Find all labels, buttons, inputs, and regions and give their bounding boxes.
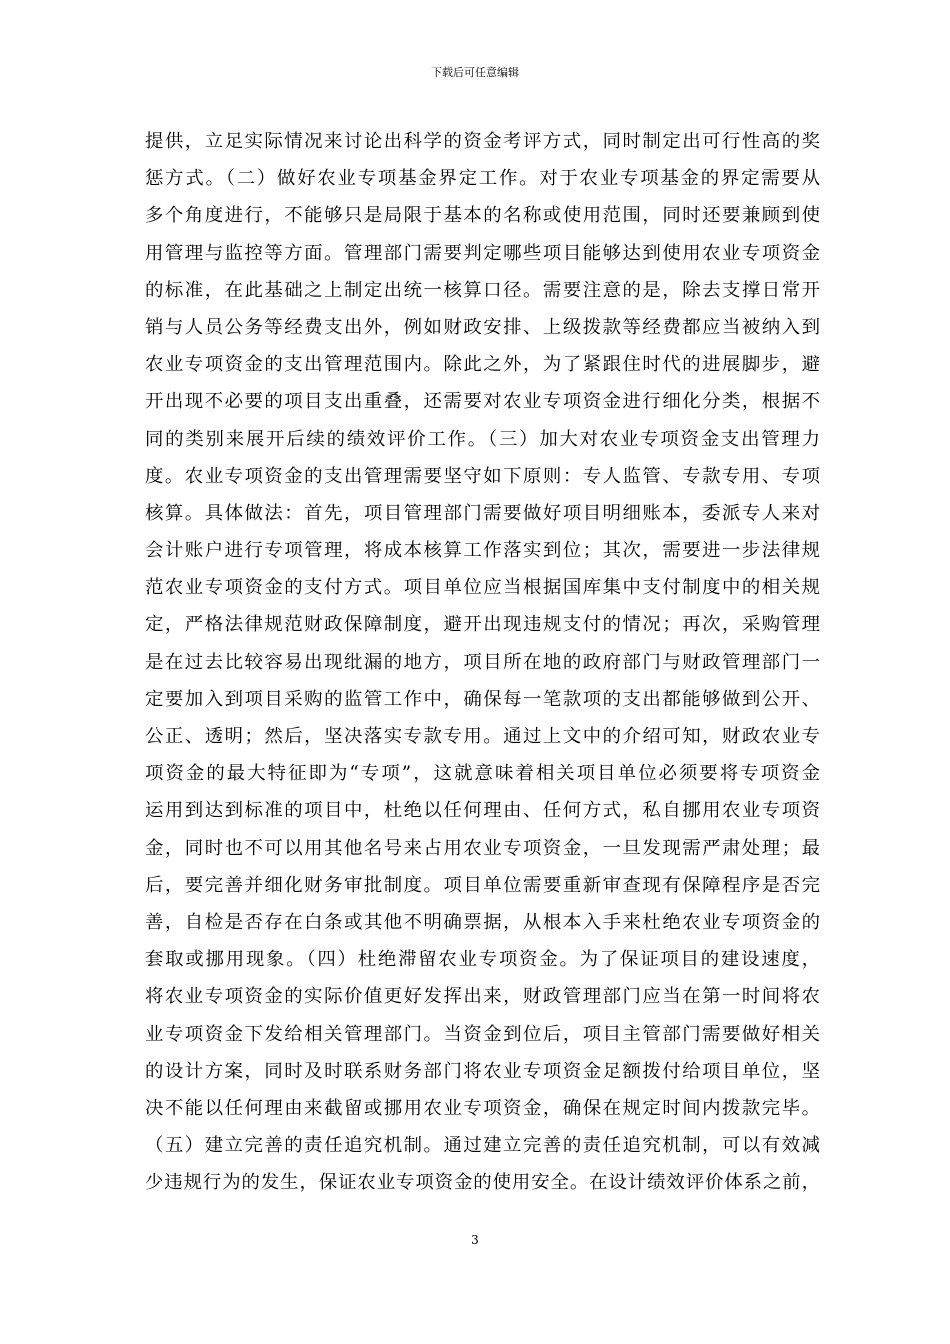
body-line: 提供，立足实际情况来讨论出科学的资金考评方式，同时制定出可行性高的奖 <box>145 131 820 152</box>
body-line: 善，自检是否存在白条或其他不明确票据，从根本入手来杜绝农业专项资金的 <box>145 911 820 933</box>
body-line: 会计账户进行专项管理，将成本核算工作落实到位；其次，需要进一步法律规 <box>145 540 820 562</box>
body-line: 将农业专项资金的实际价值更好发挥出来，财政管理部门应当在第一时间将农 <box>145 986 820 1008</box>
body-line: 用管理与监控等方面。管理部门需要判定哪些项目能够达到使用农业专项资金 <box>145 242 820 264</box>
body-line: 的标准，在此基础之上制定出统一核算口径。需要注意的是，除去支撑日常开 <box>145 279 820 301</box>
body-line: 公正、透明；然后，坚决落实专款专用。通过上文中的介绍可知，财政农业专 <box>145 726 820 747</box>
body-line: 核算。具体做法：首先，项目管理部门需要做好项目明细账本，委派专人来对 <box>145 502 820 524</box>
body-line: 定要加入到项目采购的监管工作中，确保每一笔款项的支出都能够做到公开、 <box>145 688 820 710</box>
body-line: 范农业专项资金的支付方式。项目单位应当根据国库集中支付制度中的相关规 <box>145 577 820 599</box>
body-line: 金，同时也不可以用其他名号来占用农业专项资金，一旦发现需严肃处理；最 <box>145 837 820 859</box>
body-line: 决不能以任何理由来截留或挪用农业专项资金，确保在规定时间内拨款完毕。 <box>145 1097 820 1119</box>
body-line: 套取或挪用现象。（四）杜绝滞留农业专项资金。为了保证项目的建设速度， <box>145 949 820 971</box>
body-line: 多个角度进行，不能够只是局限于基本的名称或使用范围，同时还要兼顾到使 <box>145 205 820 227</box>
body-line: 开出现不必要的项目支出重叠，还需要对农业专项资金进行细化分类，根据不 <box>145 391 820 413</box>
body-line: （五）建立完善的责任追究机制。通过建立完善的责任追究机制，可以有效减 <box>145 1135 820 1157</box>
body-line: 业专项资金下发给相关管理部门。当资金到位后，项目主管部门需要做好相关 <box>145 1023 820 1045</box>
page-number: 3 <box>471 1233 479 1247</box>
body-line: 度。农业专项资金的支出管理需要坚守如下原则：专人监管、专款专用、专项 <box>145 465 820 487</box>
page-header: 下载后可任意编辑 <box>431 66 519 79</box>
body-line: 定，严格法律规范财政保障制度，避开出现违规支付的情况；再次，采购管理 <box>145 614 820 636</box>
body-line: 项资金的最大特征即为“专项”，这就意味着相关项目单位必须要将专项资金 <box>145 763 820 785</box>
body-line: 惩方式。（二）做好农业专项基金界定工作。对于农业专项基金的界定需要从 <box>145 168 820 190</box>
body-text <box>145 123 820 1201</box>
body-line: 少违规行为的发生，保证农业专项资金的使用安全。在设计绩效评价体系之前， <box>145 1172 820 1194</box>
body-line: 农业专项资金的支出管理范围内。除此之外，为了紧跟住时代的进展脚步，避 <box>145 354 820 376</box>
body-line: 运用到达到标准的项目中，杜绝以任何理由、任何方式，私自挪用农业专项资 <box>145 800 820 822</box>
body-line: 是在过去比较容易出现纰漏的地方，项目所在地的政府部门与财政管理部门一 <box>145 651 820 673</box>
body-line: 的设计方案，同时及时联系财务部门将农业专项资金足额拨付给项目单位，坚 <box>145 1060 820 1082</box>
body-line: 销与人员公务等经费支出外，例如财政安排、上级拨款等经费都应当被纳入到 <box>145 316 820 338</box>
body-line: 后，要完善并细化财务审批制度。项目单位需要重新审查现有保障程序是否完 <box>145 874 820 896</box>
body-line: 同的类别来展开后续的绩效评价工作。（三）加大对农业专项资金支出管理力 <box>145 428 820 450</box>
